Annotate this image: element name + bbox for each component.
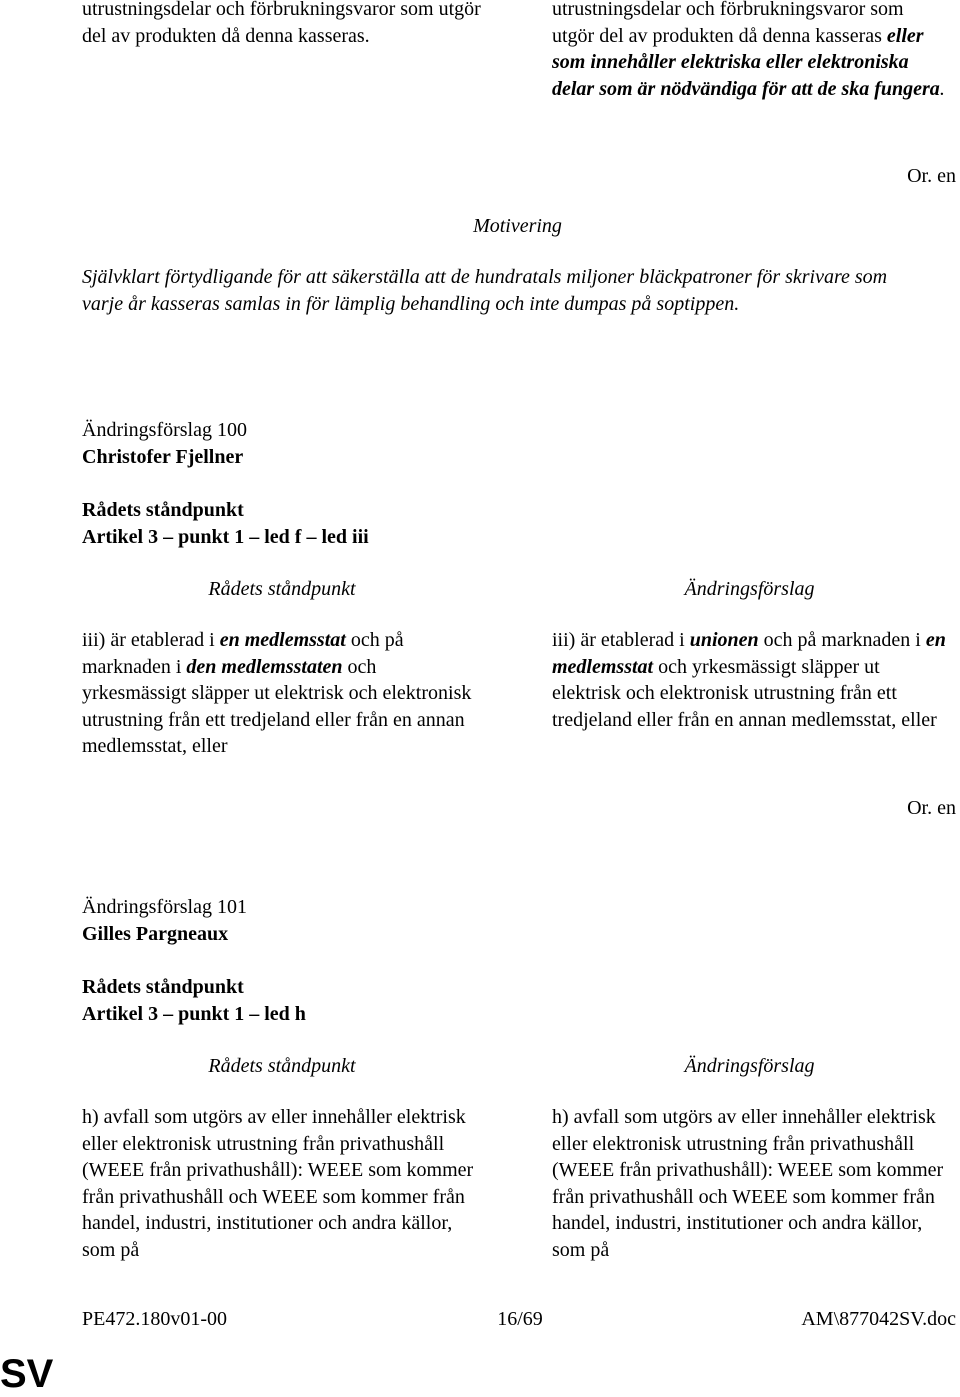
- text-run: iii) är etablerad i: [82, 629, 220, 651]
- amendment-100-title: Ändringsförslag 100: [82, 419, 247, 441]
- text-run: och yrkesmässigt släpper ut elektrisk och elektronisk utrustning från ett tredjeland eller från en annan medlemsstat, eller: [82, 655, 472, 757]
- footer-file-name: AM\877042SV.doc: [801, 1308, 956, 1330]
- amendment-100-left-header: Rådets ståndpunkt: [208, 578, 356, 600]
- amendment-100-position: Rådets ståndpunkt: [82, 499, 244, 521]
- amendment-100-article: Artikel 3 – punkt 1 – led f – led iii: [82, 526, 369, 548]
- right-continuation-text: [552, 0, 947, 102]
- original-language-label: Or. en: [907, 797, 956, 819]
- text-run: och på marknaden i: [82, 629, 404, 678]
- original-language-label: Or. en: [907, 165, 956, 187]
- highlighted-text: den medlemsstaten: [186, 655, 343, 678]
- text-run: och på marknaden i: [758, 629, 926, 651]
- justification-text: Självklart förtydligande för att säkerställa att de hundratals miljoner bläckpatroner för skrivare som varje år kasseras samlas in för lämplig behandling och inte dumpas på soptippen.: [82, 266, 888, 315]
- footer-page-number: 16/69: [497, 1308, 543, 1330]
- amendment-101-council-text: h) avfall som utgörs av eller innehåller elektrisk eller elektronisk utrustning från privathushåll (WEEE från privathushåll): WEEE som kommer från privathushåll och WEEE som kommer från handel, industri, institutioner och andra källor, som på: [82, 1106, 474, 1261]
- amendment-100-amendment-text: [552, 627, 947, 733]
- text-run: och yrkesmässigt släpper ut elektrisk och elektronisk utrustning från ett tredjeland eller från en annan medlemsstat, eller: [552, 655, 937, 731]
- amendment-101-right-header: Ändringsförslag: [684, 1055, 815, 1077]
- justification-heading: Motivering: [473, 215, 562, 237]
- amendment-100-council-text: [82, 627, 482, 760]
- highlighted-text: en medlemsstat: [552, 629, 946, 678]
- highlighted-text: unionen: [689, 629, 759, 651]
- amendment-101-position: Rådets ståndpunkt: [82, 976, 244, 998]
- amendment-100-author: Christofer Fjellner: [82, 446, 244, 468]
- footer-document-reference: PE472.180v01-00: [82, 1308, 227, 1330]
- amendment-101-title: Ändringsförslag 101: [82, 896, 247, 918]
- language-code: SV: [0, 1352, 54, 1396]
- right-continuation-plain: utrustningsdelar och förbrukningsvaror som utgör del av produkten då denna kasseras: [552, 0, 904, 47]
- highlighted-text: en medlemsstat: [219, 629, 346, 651]
- amendment-101-article: Artikel 3 – punkt 1 – led h: [82, 1003, 306, 1025]
- amendment-100-right-header: Ändringsförslag: [684, 578, 815, 600]
- text-run: iii) är etablerad i: [552, 629, 690, 651]
- right-continuation-added: eller som innehåller elektriska eller elektroniska delar som är nödvändiga för att de ska fungera: [552, 24, 940, 100]
- left-continuation-text: utrustningsdelar och förbrukningsvaror som utgör del av produkten då denna kasseras.: [82, 0, 481, 47]
- amendment-101-amendment-text: h) avfall som utgörs av eller innehåller elektrisk eller elektronisk utrustning från privathushåll (WEEE från privathushåll): WEEE som kommer från privathushåll och WEEE som kommer från handel, industri, institutioner och andra källor, som på: [552, 1106, 944, 1261]
- amendment-101-author: Gilles Pargneaux: [82, 923, 229, 945]
- right-continuation-end: .: [939, 77, 945, 100]
- amendment-101-left-header: Rådets ståndpunkt: [208, 1055, 356, 1077]
